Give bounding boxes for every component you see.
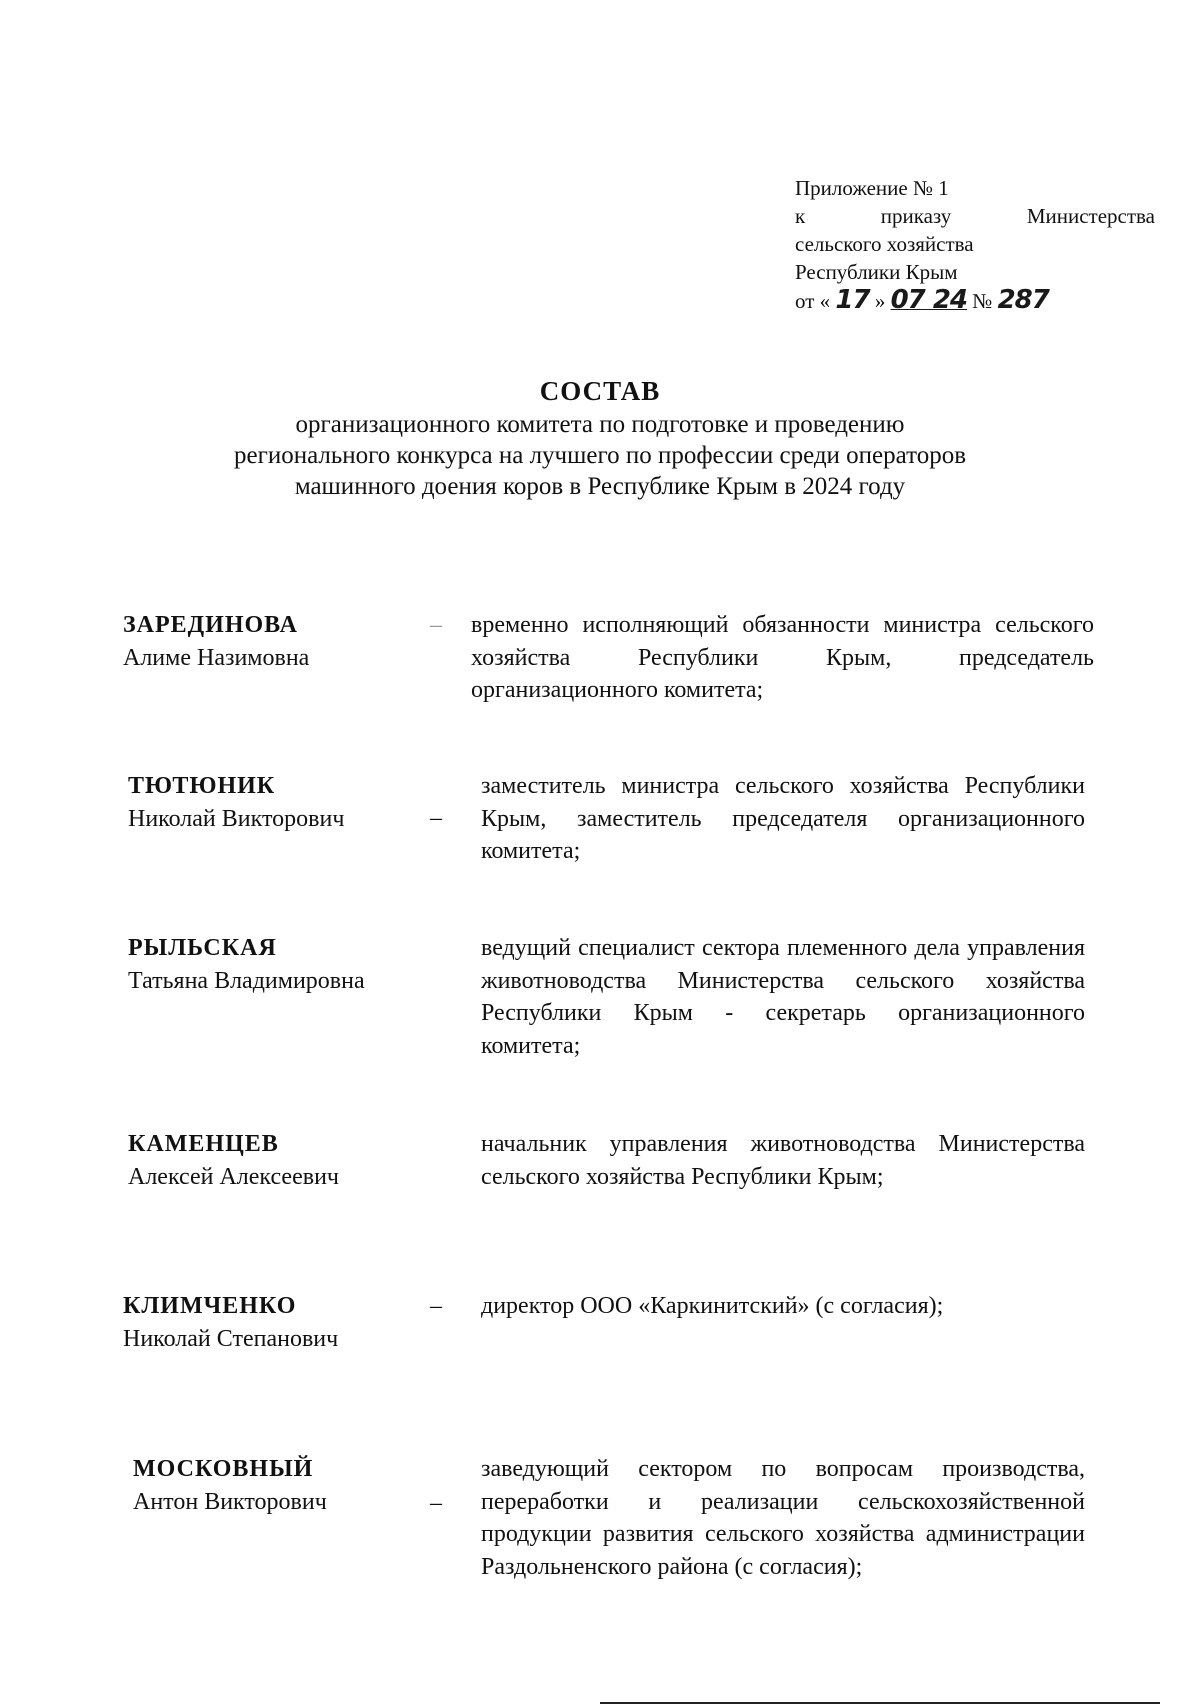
member-5-role: директор ООО «Каркинитский» (с согласия); [481, 1293, 944, 1319]
member-1-name-block [123, 609, 309, 674]
member-5-dash: – [430, 1293, 442, 1319]
member-5-surname: КЛИМЧЕНКО [123, 1293, 297, 1319]
member-2-role: заместитель министра сельского хозяйства Республики Крым, заместитель председателя организационного комитета; [481, 773, 1085, 864]
member-6-surname: МОСКОВНЫЙ [133, 1456, 314, 1482]
member-2-name-block [128, 770, 344, 835]
member-6-dash: – [430, 1490, 442, 1516]
title-block [0, 373, 1200, 502]
subtitle-line-2: регионального конкурса на лучшего по профессии среди операторов [233, 442, 967, 469]
member-6-name-block [133, 1453, 327, 1518]
document-title: СОСТАВ [539, 376, 661, 406]
member-6-role: заведующий сектором по вопросам производства, переработки и реализации сельскохозяйственной продукции развития сельского хозяйства администрации Раздольненского района (с согласия); [481, 1456, 1085, 1580]
annex-block [795, 174, 1155, 315]
order-number: 287 [997, 285, 1049, 315]
member-2-dash: – [430, 805, 442, 831]
member-4-given-name: Алексей Алексеевич [128, 1163, 339, 1190]
subtitle-line-3: машинного доения коров в Республике Крым в 2024 году [294, 473, 906, 500]
member-1-role: временно исполняющий обязанности министра сельского хозяйства Республики Крым, председатель организационного комитета; [471, 612, 1094, 703]
member-6-given-name: Антон Викторович [133, 1488, 327, 1515]
date-separator: » [874, 289, 886, 313]
member-5-name-block [123, 1290, 338, 1355]
member-2-surname: ТЮТЮНИК [128, 773, 276, 799]
date-day: 17 [835, 285, 870, 315]
date-prefix: от « [795, 289, 831, 313]
member-3-surname: РЫЛЬСКАЯ [128, 935, 277, 961]
member-4-name-block [128, 1128, 339, 1193]
member-3-name-block [128, 932, 365, 997]
annex-order-ref: к приказу Министерства [795, 204, 1155, 228]
member-5-given-name: Николай Степанович [123, 1325, 339, 1352]
date-month-year: 07 24 [890, 285, 968, 315]
annex-title: Приложение № 1 [795, 176, 949, 200]
number-prefix: № [972, 289, 993, 313]
member-1-surname: ЗАРЕДИНОВА [123, 612, 299, 638]
member-1-given-name: Алиме Назимовна [123, 644, 310, 671]
member-4-role: начальник управления животноводства Министерства сельского хозяйства Республики Крым; [481, 1131, 1085, 1190]
annex-date-line [795, 286, 1155, 315]
member-1-dash: – [430, 612, 442, 638]
subtitle-line-1: организационного комитета по подготовке и проведению [295, 411, 905, 438]
annex-republic-line: Республики Крым [795, 260, 958, 284]
member-4-surname: КАМЕНЦЕВ [128, 1131, 279, 1157]
member-2-given-name: Николай Викторович [128, 805, 345, 832]
bottom-rule [600, 1702, 1160, 1704]
annex-ministry-line: сельского хозяйства [795, 232, 974, 256]
member-3-role: ведущий специалист сектора племенного дела управления животноводства Министерства сельского хозяйства Республики Крым - секретарь организационного комитета; [481, 935, 1085, 1059]
member-3-given-name: Татьяна Владимировна [128, 967, 365, 994]
